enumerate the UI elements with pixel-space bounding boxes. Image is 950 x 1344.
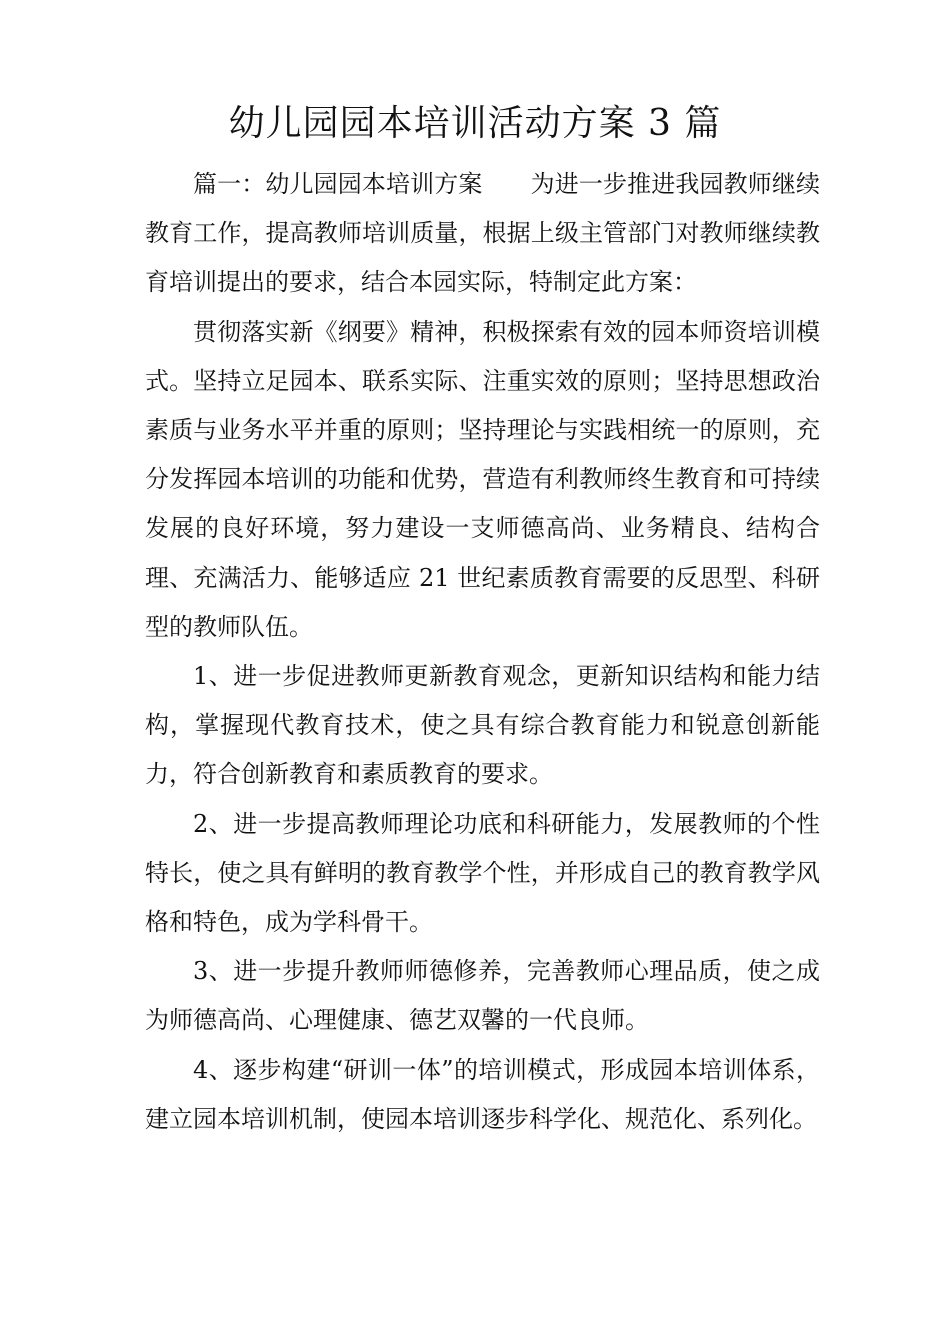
paragraph-intro: 篇一：幼儿园园本培训方案 为进一步推进我园教师继续教育工作，提高教师培训质量，根据上级主管部门对教师继续教育培训提出的要求，结合本园实际，特制定此方案： — [145, 170, 820, 297]
document-body — [145, 160, 820, 1144]
paragraph-goal-4: 4、逐步构建“研训一体”的培训模式，形成园本培训体系，建立园本培训机制，使园本培训逐步科学化、规范化、系列化。 — [145, 1055, 820, 1133]
paragraph-goal-1: 1、进一步促进教师更新教育观念，更新知识结构和能力结构，掌握现代教育技术，使之具有综合教育能力和锐意创新能力，符合创新教育和素质教育的要求。 — [145, 662, 820, 789]
paragraph-guiding-principles: 贯彻落实新《纲要》精神，积极探索有效的园本师资培训模式。坚持立足园本、联系实际、注重实效的原则；坚持思想政治素质与业务水平并重的原则；坚持理论与实践相统一的原则，充分发挥园本培训的功能和优势，营造有利教师终生教育和可持续发展的良好环境，努力建设一支师德高尚、业务精良、结构合理、充满活力、能够适应 21 世纪素质教育需要的反思型、科研型的教师队伍。 — [145, 317, 820, 641]
paragraph-goal-3: 3、进一步提升教师师德修养，完善教师心理品质，使之成为师德高尚、心理健康、德艺双馨的一代良师。 — [145, 957, 820, 1035]
document-title: 幼儿园园本培训活动方案 3 篇 — [228, 103, 722, 144]
paragraph-goal-2: 2、进一步提高教师理论功底和科研能力，发展教师的个性特长，使之具有鲜明的教育教学个性，并形成自己的教育教学风格和特色，成为学科骨干。 — [145, 809, 820, 937]
